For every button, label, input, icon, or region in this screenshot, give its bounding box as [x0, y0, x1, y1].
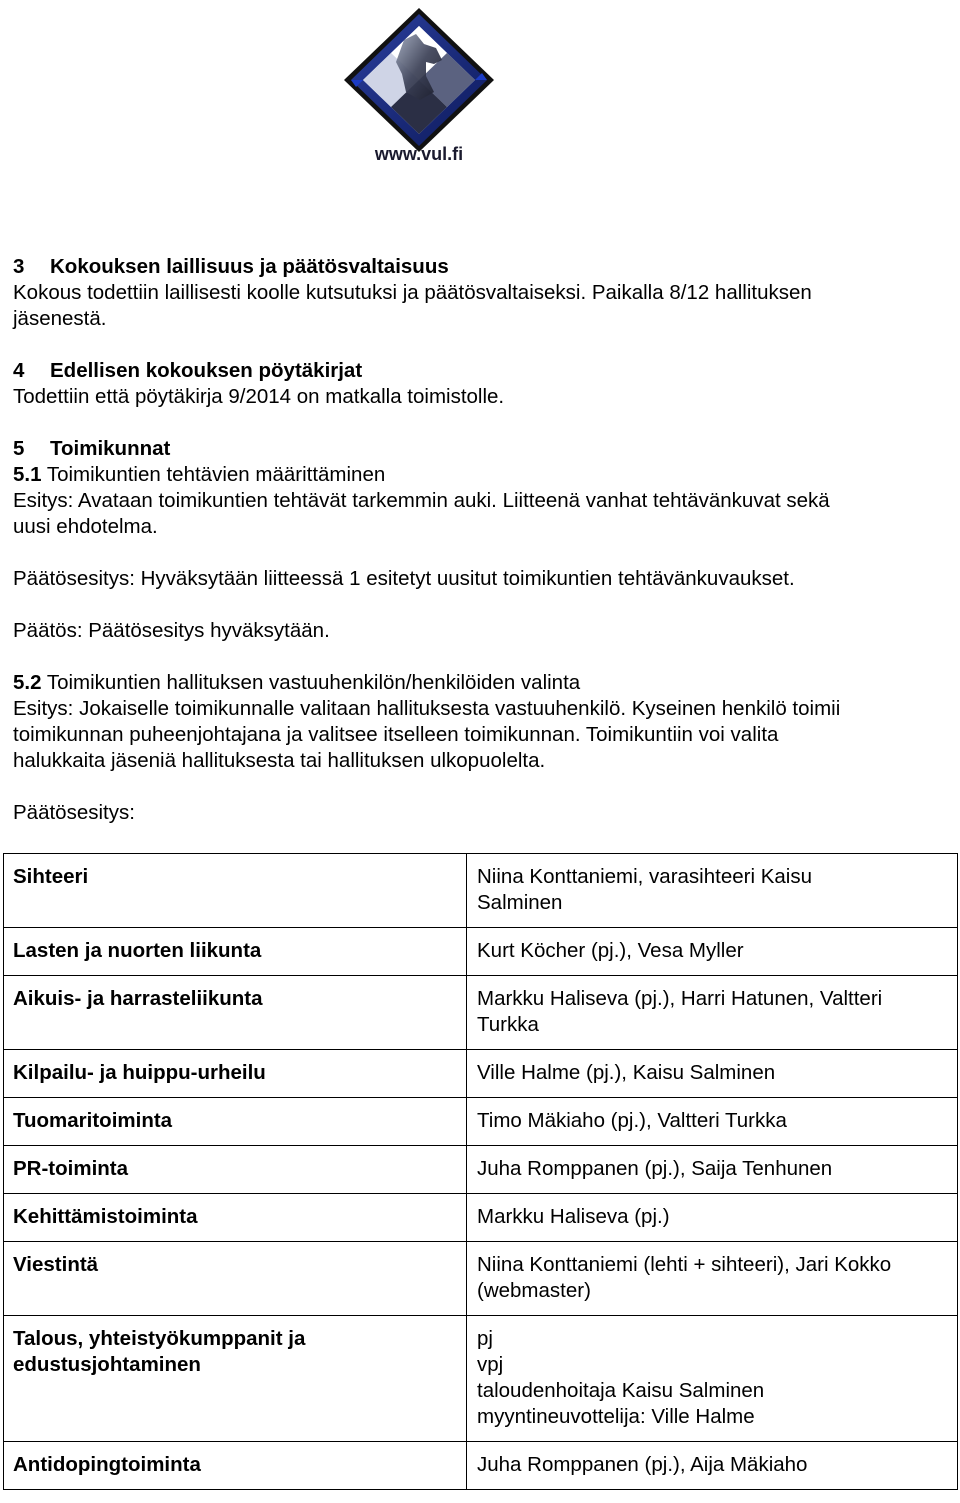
committee-members — [467, 1146, 958, 1194]
committee-members — [467, 1194, 958, 1242]
committee-name: Kehittämistoiminta — [4, 1194, 467, 1242]
committee-members — [467, 1098, 958, 1146]
committee-name: Antidopingtoiminta — [4, 1442, 467, 1490]
subsection-5-1-line-1: Esitys: Avataan toimikuntien tehtävät tarkemmin auki. Liitteenä vanhat tehtävänkuvat sekä — [13, 489, 830, 512]
committee-members — [467, 1242, 958, 1316]
member-line: Kurt Köcher (pj.), Vesa Myller — [477, 939, 744, 962]
committee-members — [467, 1442, 958, 1490]
member-line: Niina Konttaniemi, varasihteeri Kaisu — [477, 865, 812, 888]
committee-name: Kilpailu- ja huippu-urheilu — [4, 1050, 467, 1098]
committee-table — [3, 853, 958, 1490]
subsection-number-part: 2 — [30, 671, 42, 694]
table-row — [4, 928, 958, 976]
section-title: Kokouksen laillisuus ja päätösvaltaisuus — [50, 255, 449, 278]
section-3-heading — [13, 254, 948, 280]
member-line: Markku Haliseva (pj.), Harri Hatunen, Valtteri — [477, 987, 883, 1010]
committee-name: Viestintä — [4, 1242, 467, 1316]
section-4-line-1: Todettiin että pöytäkirja 9/2014 on matkalla toimistolle. — [13, 385, 505, 408]
section-3-line-1: Kokous todettiin laillisesti koolle kutsutuksi ja päätösvaltaiseksi. Paikalla 8/12 hallituksen — [13, 281, 812, 304]
committee-members — [467, 976, 958, 1050]
member-line: Timo Mäkiaho (pj.), Valtteri Turkka — [477, 1109, 787, 1132]
table-row — [4, 1146, 958, 1194]
committee-name: Sihteeri — [4, 854, 467, 928]
section-title: Toimikunnat — [50, 437, 171, 460]
member-line: pj — [477, 1327, 493, 1350]
vul-logo — [334, 0, 504, 180]
subsection-5-1-line-2: uusi ehdotelma. — [13, 515, 158, 538]
section-5-heading — [13, 436, 948, 462]
section-4-heading — [13, 358, 948, 384]
subsection-5-1-decision: Päätös: Päätösesitys hyväksytään. — [13, 619, 330, 642]
committee-name — [4, 1316, 467, 1442]
member-line: Ville Halme (pj.), Kaisu Salminen — [477, 1061, 776, 1084]
committee-members — [467, 1050, 958, 1098]
member-line: Niina Konttaniemi (lehti + sihteeri), Jari Kokko — [477, 1253, 892, 1276]
subsection-number: 5. — [13, 463, 31, 486]
committee-name: Lasten ja nuorten liikunta — [4, 928, 467, 976]
table-row — [4, 1050, 958, 1098]
member-line: Markku Haliseva (pj.) — [477, 1205, 670, 1228]
subsection-title: Toimikuntien tehtävien määrittäminen — [41, 463, 386, 486]
logo-text: www.vul.fi — [374, 144, 464, 164]
member-line: Salminen — [477, 891, 563, 914]
member-line: Juha Romppanen (pj.), Aija Mäkiaho — [477, 1453, 808, 1476]
committee-name: Aikuis- ja harrasteliikunta — [4, 976, 467, 1050]
subsection-number-part: 1 — [30, 463, 42, 486]
table-row — [4, 1242, 958, 1316]
section-number: 4 — [13, 359, 25, 382]
member-line: myyntineuvottelija: Ville Halme — [477, 1405, 755, 1428]
committee-name-line: edustusjohtaminen — [13, 1353, 201, 1376]
member-line: Turkka — [477, 1013, 539, 1036]
committee-members — [467, 1316, 958, 1442]
committee-members — [467, 928, 958, 976]
subsection-5-1-heading — [13, 462, 948, 488]
subsection-5-2-proposal: Päätösesitys: — [13, 801, 135, 824]
table-row — [4, 854, 958, 928]
subsection-5-2-line-3: halukkaita jäseniä hallituksesta tai hallituksen ulkopuolelta. — [13, 749, 546, 772]
committee-name-line: Talous, yhteistyökumppanit ja — [13, 1327, 306, 1350]
section-number: 3 — [13, 255, 25, 278]
section-3-line-2: jäsenestä. — [13, 307, 107, 330]
subsection-5-2-heading — [13, 670, 948, 696]
subsection-title: Toimikuntien hallituksen vastuuhenkilön/henkilöiden valinta — [41, 671, 581, 694]
section-title: Edellisen kokouksen pöytäkirjat — [50, 359, 363, 382]
member-line: (webmaster) — [477, 1279, 591, 1302]
subsection-number: 5. — [13, 671, 31, 694]
committee-members — [467, 854, 958, 928]
member-line: vpj — [477, 1353, 504, 1376]
subsection-5-2-line-1: Esitys: Jokaiselle toimikunnalle valitaan hallituksesta vastuuhenkilö. Kyseinen henkilö toimii — [13, 697, 841, 720]
member-line: Juha Romppanen (pj.), Saija Tenhunen — [477, 1157, 833, 1180]
table-row — [4, 1194, 958, 1242]
minutes-body — [13, 254, 948, 826]
table-row — [4, 976, 958, 1050]
committee-name: PR-toiminta — [4, 1146, 467, 1194]
table-row — [4, 1442, 958, 1490]
table-row — [4, 1098, 958, 1146]
table-row — [4, 1316, 958, 1442]
committee-name: Tuomaritoiminta — [4, 1098, 467, 1146]
subsection-5-2-line-2: toimikunnan puheenjohtajana ja valitsee itselleen toimikunnan. Toimikuntiin voi valita — [13, 723, 779, 746]
subsection-5-1-proposal: Päätösesitys: Hyväksytään liitteessä 1 esitetyt uusitut toimikuntien tehtävänkuvaukset. — [13, 567, 795, 590]
section-number: 5 — [13, 437, 25, 460]
member-line: taloudenhoitaja Kaisu Salminen — [477, 1379, 765, 1402]
